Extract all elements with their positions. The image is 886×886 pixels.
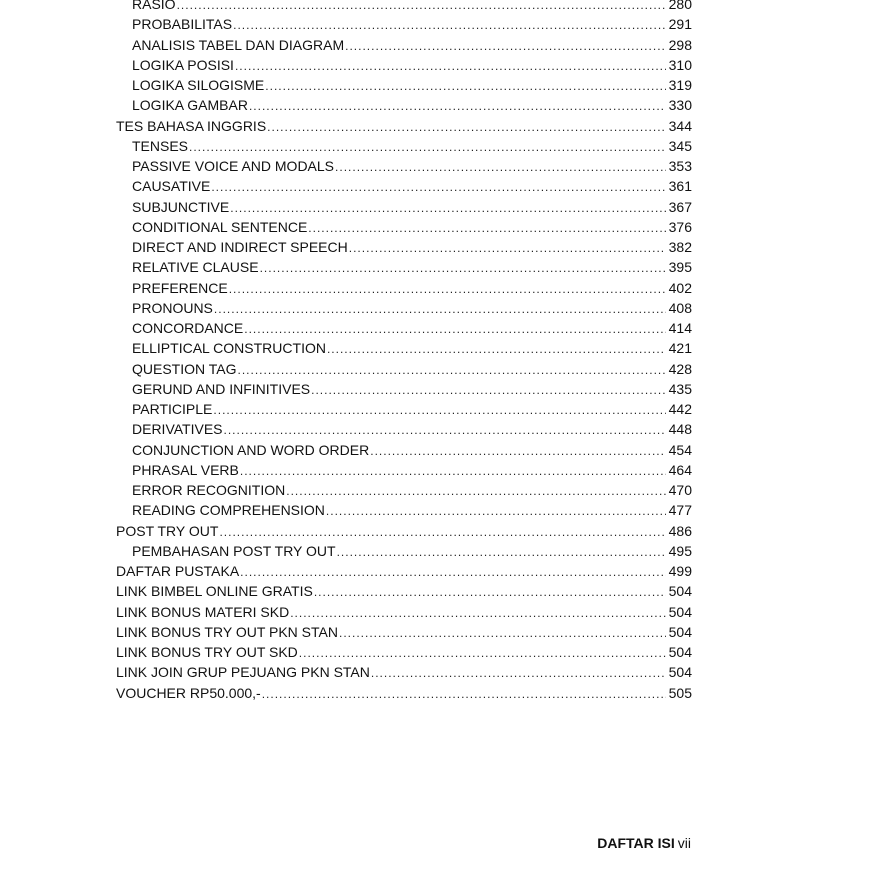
toc-entry[interactable] [116, 541, 692, 561]
toc-dot-leader [267, 117, 665, 137]
toc-entry[interactable] [116, 298, 692, 318]
toc-entry-title: PHRASAL VERB [132, 461, 239, 478]
toc-entry[interactable] [116, 0, 692, 14]
toc-dot-leader [224, 420, 666, 440]
toc-dot-leader [335, 157, 666, 177]
toc-entry-page-number: 376 [668, 218, 692, 235]
toc-entry-title: PARTICIPLE [132, 401, 213, 417]
toc-entry-page-number: 499 [668, 563, 692, 579]
toc-dot-leader [219, 522, 665, 542]
toc-entry[interactable] [116, 338, 692, 358]
toc-dot-leader [314, 582, 666, 602]
toc-entry[interactable] [116, 95, 692, 115]
toc-entry-page-number: 402 [668, 279, 692, 296]
toc-entry-page-number: 504 [668, 623, 692, 640]
toc-entry[interactable] [116, 642, 692, 662]
toc-dot-leader [230, 198, 665, 218]
toc-entry-title: SUBJUNCTIVE [132, 198, 230, 215]
toc-dot-leader [370, 441, 665, 461]
toc-entry-title: RELATIVE CLAUSE [132, 259, 259, 276]
toc-entry-title: LOGIKA POSISI [132, 56, 234, 73]
toc-entry-title: LOGIKA SILOGISME [132, 77, 265, 93]
toc-entry-page-number: 330 [668, 97, 692, 114]
toc-entry-title: PEMBAHASAN POST TRY OUT [132, 542, 336, 559]
toc-entry-page-number: 353 [668, 158, 692, 174]
toc-entry[interactable] [116, 75, 692, 95]
toc-dot-leader [326, 501, 666, 521]
toc-entry[interactable] [116, 14, 692, 34]
toc-entry-title: CAUSATIVE [132, 178, 211, 195]
table-of-contents [116, 0, 692, 703]
footer-page-number: vii [677, 835, 691, 851]
toc-entry-page-number: 408 [668, 299, 692, 316]
toc-entry-page-number: 367 [668, 198, 692, 215]
toc-entry-page-number: 280 [668, 0, 692, 12]
toc-entry-page-number: 504 [668, 644, 692, 660]
toc-dot-leader [349, 238, 666, 258]
toc-dot-leader [229, 279, 666, 299]
toc-entry-page-number: 454 [668, 441, 692, 458]
toc-entry-title: PRONOUNS [132, 299, 213, 316]
toc-entry[interactable] [116, 602, 692, 622]
toc-entry-title: QUESTION TAG [132, 360, 237, 377]
toc-entry[interactable] [116, 500, 692, 520]
toc-entry-page-number: 442 [668, 401, 692, 417]
toc-entry-page-number: 464 [668, 461, 692, 478]
toc-entry-page-number: 504 [668, 664, 692, 681]
footer-section-title: DAFTAR ISI [597, 835, 675, 851]
toc-entry-page-number: 382 [668, 239, 692, 255]
toc-entry-title: ANALISIS TABEL DAN DIAGRAM [132, 36, 345, 53]
toc-entry-title: DERIVATIVES [132, 421, 223, 438]
toc-entry[interactable] [116, 278, 692, 298]
toc-entry-title: PROBABILITAS [132, 16, 233, 33]
toc-entry-title: POST TRY OUT [116, 522, 219, 539]
toc-entry-title: LINK JOIN GRUP PEJUANG PKN STAN [116, 664, 370, 681]
toc-dot-leader [213, 400, 665, 420]
toc-dot-leader [211, 177, 665, 197]
toc-entry-title: LINK BONUS TRY OUT PKN STAN [116, 623, 338, 640]
toc-entry-title: CONCORDANCE [132, 320, 244, 336]
toc-entry[interactable] [116, 237, 692, 257]
toc-entry-title: LINK BIMBEL ONLINE GRATIS [116, 583, 313, 600]
toc-entry-page-number: 448 [668, 421, 692, 438]
toc-entry-title: DIRECT AND INDIRECT SPEECH [132, 239, 348, 255]
toc-entry-title: CONJUNCTION AND WORD ORDER [132, 441, 370, 458]
toc-dot-leader [233, 15, 666, 35]
toc-dot-leader [345, 36, 666, 56]
toc-entry[interactable] [116, 197, 692, 217]
toc-entry[interactable] [116, 318, 692, 338]
toc-dot-leader [262, 684, 666, 704]
toc-entry-title: RASIO [132, 0, 176, 12]
toc-entry-title: LINK BONUS MATERI SKD [116, 603, 290, 620]
toc-entry[interactable] [116, 359, 692, 379]
toc-dot-leader [260, 258, 666, 278]
toc-entry-page-number: 470 [668, 482, 692, 498]
toc-entry[interactable] [116, 581, 692, 601]
toc-dot-leader [214, 299, 666, 319]
toc-dot-leader [299, 643, 666, 663]
toc-entry-title: CONDITIONAL SENTENCE [132, 218, 308, 235]
toc-entry[interactable] [116, 136, 692, 156]
toc-entry[interactable] [116, 521, 692, 541]
toc-dot-leader [265, 76, 665, 96]
toc-dot-leader [337, 542, 666, 562]
toc-entry-page-number: 486 [668, 522, 692, 539]
toc-entry-title: TES BAHASA INGGRIS [116, 117, 267, 134]
toc-entry[interactable] [116, 257, 692, 277]
toc-entry[interactable] [116, 561, 692, 581]
toc-dot-leader [235, 56, 666, 76]
toc-dot-leader [327, 339, 666, 359]
toc-entry-page-number: 319 [668, 77, 692, 93]
toc-entry-page-number: 361 [668, 178, 692, 195]
toc-dot-leader [238, 360, 666, 380]
toc-entry-title: TENSES [132, 137, 189, 154]
toc-dot-leader [308, 218, 665, 238]
toc-entry[interactable] [116, 440, 692, 460]
toc-dot-leader [240, 461, 666, 481]
toc-entry[interactable] [116, 35, 692, 55]
toc-dot-leader [339, 623, 666, 643]
toc-entry-page-number: 505 [668, 684, 692, 701]
toc-entry-title: READING COMPREHENSION [132, 502, 325, 519]
toc-entry-title: VOUCHER RP50.000,- [116, 684, 261, 701]
toc-entry-page-number: 344 [668, 117, 692, 134]
toc-entry-title: ELLIPTICAL CONSTRUCTION [132, 340, 326, 357]
toc-entry-title: PREFERENCE [132, 279, 228, 296]
toc-entry-title: LINK BONUS TRY OUT SKD [116, 644, 298, 660]
toc-entry-page-number: 298 [668, 36, 692, 53]
toc-entry-title: ERROR RECOGNITION [132, 482, 286, 498]
toc-dot-leader [189, 137, 666, 157]
toc-entry[interactable] [116, 480, 692, 500]
toc-dot-leader [240, 562, 665, 582]
toc-entry[interactable] [116, 399, 692, 419]
toc-entry-page-number: 310 [668, 56, 692, 73]
toc-entry-page-number: 495 [668, 542, 692, 559]
toc-entry[interactable] [116, 662, 692, 682]
toc-entry[interactable] [116, 460, 692, 480]
toc-entry-page-number: 504 [668, 583, 692, 600]
toc-entry-page-number: 477 [668, 502, 692, 519]
toc-entry-title: LOGIKA GAMBAR [132, 97, 248, 114]
toc-entry-page-number: 421 [668, 340, 692, 357]
toc-dot-leader [311, 380, 666, 400]
toc-entry[interactable] [116, 683, 692, 703]
toc-entry[interactable] [116, 622, 692, 642]
toc-entry[interactable] [116, 217, 692, 237]
toc-entry-title: PASSIVE VOICE AND MODALS [132, 158, 335, 174]
toc-entry-title: DAFTAR PUSTAKA [116, 563, 240, 579]
toc-entry[interactable] [116, 379, 692, 399]
toc-entry-page-number: 414 [668, 320, 692, 336]
toc-entry-page-number: 291 [668, 16, 692, 33]
toc-entry[interactable] [116, 156, 692, 176]
toc-entry-title: GERUND AND INFINITIVES [132, 380, 311, 397]
toc-dot-leader [371, 663, 666, 683]
toc-dot-leader [177, 0, 666, 15]
toc-dot-leader [286, 481, 665, 501]
toc-entry-page-number: 435 [668, 380, 692, 397]
toc-entry[interactable] [116, 55, 692, 75]
toc-entry-page-number: 395 [668, 259, 692, 276]
toc-entry[interactable] [116, 419, 692, 439]
toc-entry-page-number: 504 [668, 603, 692, 620]
toc-entry[interactable] [116, 176, 692, 196]
toc-dot-leader [244, 319, 665, 339]
toc-dot-leader [249, 96, 666, 116]
toc-entry[interactable] [116, 116, 692, 136]
toc-entry-page-number: 345 [668, 137, 692, 154]
toc-dot-leader [290, 603, 665, 623]
page-footer [597, 833, 691, 853]
toc-entry-page-number: 428 [668, 360, 692, 377]
